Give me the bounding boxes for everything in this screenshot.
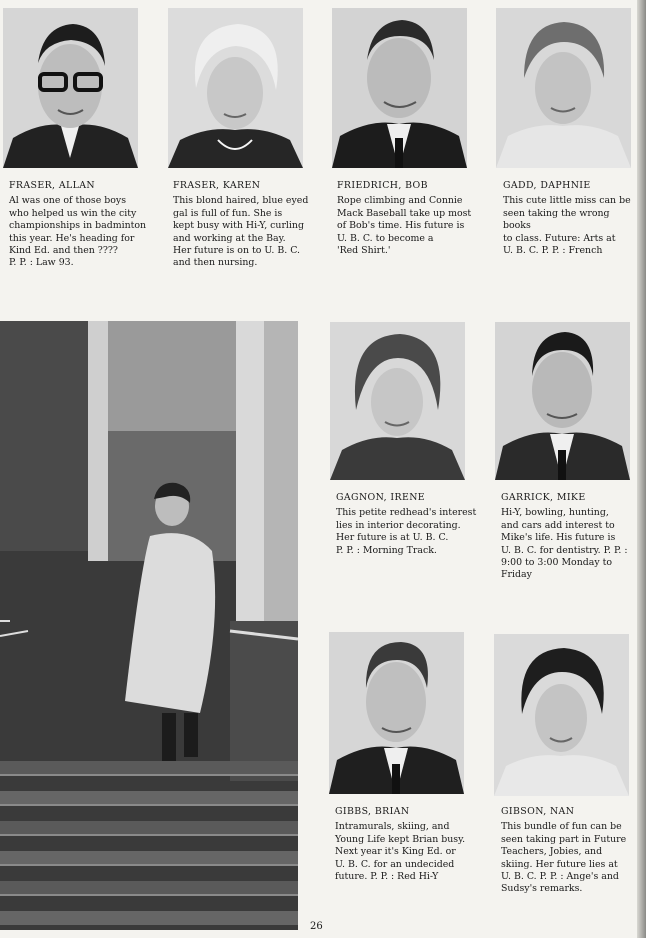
portrait-gibbs-brian xyxy=(329,632,464,794)
student-bio: Al was one of those boys who helped us win the city championships in badminton this year. He's heading for Kind Ed. and then ???? P. P. : Law 93. xyxy=(9,195,147,269)
student-name: FRASER, ALLAN xyxy=(9,180,96,191)
entry-friedrich-bob xyxy=(337,180,487,257)
student-name: GAGNON, IRENE xyxy=(336,492,426,503)
student-name: GADD, DAPHNIE xyxy=(503,180,591,191)
portrait-gibson-nan xyxy=(494,634,629,796)
entry-garrick-mike xyxy=(501,492,636,582)
candid-stairwell-photo xyxy=(0,321,298,930)
entry-gibbs-brian xyxy=(335,806,485,883)
portrait-gagnon-irene xyxy=(330,322,465,480)
student-bio: This cute little miss can be seen taking the wrong books to class. Future: Arts at U. B. C. P. P. : French xyxy=(503,195,631,257)
student-bio: Intramurals, skiing, and Young Life kept Brian busy. Next year it's King Ed. or U. B. C. for an undecided future. P. P. : Red Hi-Y xyxy=(335,821,466,883)
portrait-gadd-daphnie xyxy=(496,8,631,168)
portrait-fraser-allan xyxy=(3,8,138,168)
entry-gadd-daphnie xyxy=(503,180,637,257)
student-bio: This blond haired, blue eyed gal is full of fun. She is kept busy with Hi-Y, curling and working at the Bay. Her future is on to U. B. C. and then nursing. xyxy=(173,195,309,269)
portrait-fraser-karen xyxy=(168,8,303,168)
student-name: GARRICK, MIKE xyxy=(501,492,586,503)
student-bio: Hi-Y, bowling, hunting, and cars add interest to Mike's life. His future is U. B. C. for dentistry. P. P. : 9:00 to 3:00 Monday to Friday xyxy=(501,507,628,581)
student-bio: This bundle of fun can be seen taking part in Future Teachers, Jobies, and skiing. Her future lies at U. B. C. P. P. : Ange's and Sudsy's remarks. xyxy=(501,821,627,895)
student-name: FRIEDRICH, BOB xyxy=(337,180,428,191)
entry-gagnon-irene xyxy=(336,492,486,557)
student-name: GIBBS, BRIAN xyxy=(335,806,410,817)
portrait-garrick-mike xyxy=(495,322,630,480)
entry-gibson-nan xyxy=(501,806,636,896)
student-bio: Rope climbing and Connie Mack Baseball take up most of Bob's time. His future is U. B. C. to become a 'Red Shirt.' xyxy=(337,195,472,257)
student-name: FRASER, KAREN xyxy=(173,180,261,191)
student-bio: This petite redhead's interest lies in interior decorating. Her future is at U. B. C. P. P. : Morning Track. xyxy=(336,507,477,556)
entry-fraser-karen xyxy=(173,180,323,270)
page-number: 26 xyxy=(310,921,323,932)
portrait-friedrich-bob xyxy=(332,8,467,168)
page-edge xyxy=(637,0,646,938)
entry-fraser-allan xyxy=(9,180,159,270)
student-name: GIBSON, NAN xyxy=(501,806,575,817)
